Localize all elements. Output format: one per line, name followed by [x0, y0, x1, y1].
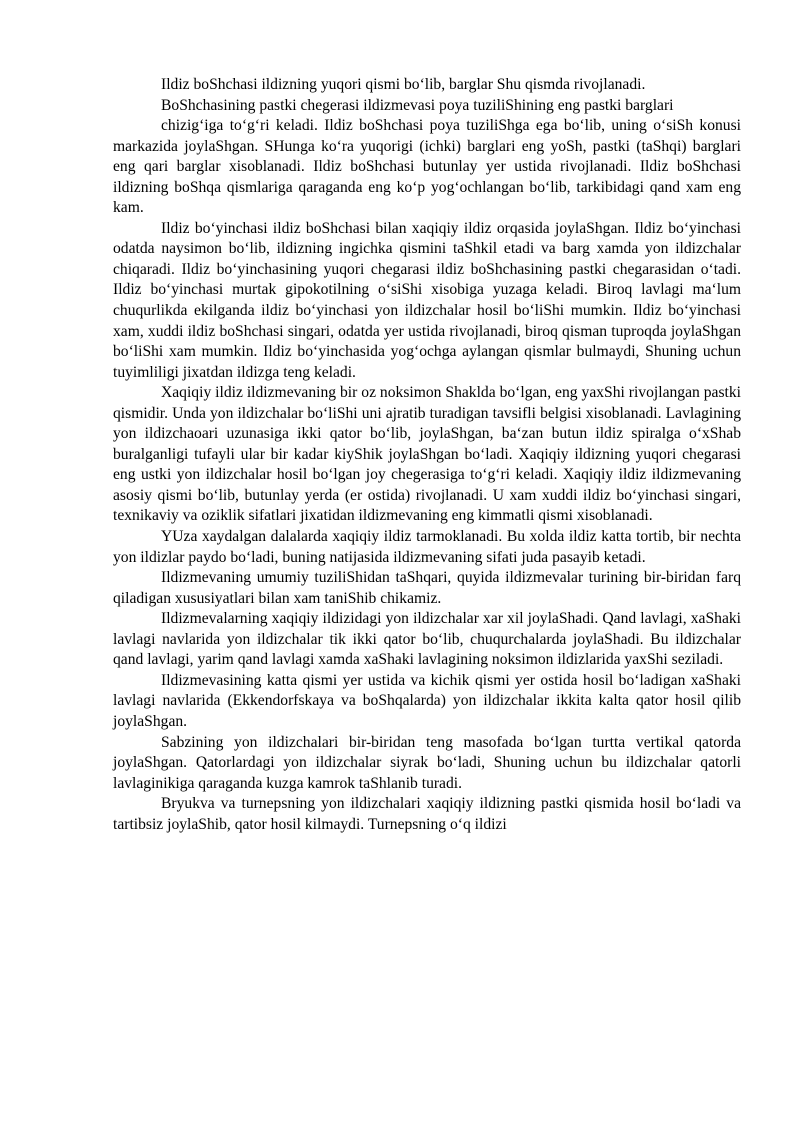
paragraph-9: Ildizmevasining katta qismi yer ustida va kichik qismi yer ostida hosil bo‘ladigan xaShaki lavlagi navlarida (Ekkendorfskaya va boShqalarda) yon ildizchalar ikkita kalta qator hosil qilib joylaShgan. — [113, 671, 741, 730]
paragraph-3: chizig‘iga to‘g‘ri keladi. Ildiz boShchasi poya tuziliShga ega bo‘lib, uning o‘siSh konusi markazida joylaShgan. SHunga ko‘ra yuqorigi (ichki) barglari eng yoSh, pastki (taShqi) barglari eng qari barglar xisoblanadi. Ildiz boShchasi butunlay yer ustida rivojlanadi. Ildiz boShchasi ildizning boShqa qismlariga qaraganda eng ko‘p yog‘ochlangan bo‘lib, tarkibidagi qand xam eng kam. — [113, 117, 741, 217]
paragraph-8: Ildizmevalarning xaqiqiy ildizidagi yon ildizchalar xar xil joylaShadi. Qand lavlagi, xaShaki lavlagi navlarida yon ildizchalar tik ikki qator bo‘lib, chuqurchalarda joylaShadi. Bu ildizchalar qand lavlagi, yarim qand lavlagi xamda xaShaki lavlagining noksimon ildizlarida yaxShi seziladi. — [113, 610, 741, 669]
paragraph-11: Bryukva va turnepsning yon ildizchalari xaqiqiy ildizning pastki qismida hosil bo‘ladi va tartibsiz joylaShib, qator hosil kilmaydi. Turnepsning o‘q ildizi — [113, 795, 741, 833]
paragraph-5: Xaqiqiy ildiz ildizmevaning bir oz noksimon Shaklda bo‘lgan, eng yaxShi rivojlangan pastki qismidir. Unda yon ildizchalar bo‘liShi uni ajratib turadigan tavsifli belgisi xisoblanadi. Lavlagining yon ildizchaoari uzunasiga ikki qator bo‘lib, joylaShgan, ba‘zan butun ildiz spiralga o‘xShab buralganligi tufayli ular bir kadar kiyShik joylaShgan bo‘ladi. Xaqiqiy ildizning yuqori chegarasi eng ustki yon ildizchalar hosil bo‘lgan joy chegerasiga to‘g‘ri keladi. Xaqiqiy ildiz ildizmevaning asosiy qismi bo‘lib, butunlay yerda (er ostida) rivojlanadi. U xam xuddi ildiz bo‘yinchasi singari, texnikaviy va oziklik sifatlari jixatidan ildizmevaning eng kimmatli qismi xisoblanadi. — [113, 384, 741, 525]
document-page — [113, 75, 741, 835]
paragraph-4: Ildiz bo‘yinchasi ildiz boShchasi bilan xaqiqiy ildiz orqasida joylaShgan. Ildiz bo‘yinchasi odatda naysimon bo‘lib, ildizning ingichka qismini taShkil etadi va barg xamda yon ildizchalar chiqaradi. Ildiz bo‘yinchasining yuqori chegarasi ildiz boShchasining pastki chegarasidan o‘tadi. Ildiz bo‘yinchasi murtak gipokotilning o‘siShi xisobiga yuzaga keladi. Biroq lavlagi ma‘lum chuqurlikda ekilganda ildiz bo‘yinchasi yon ildizchalar hosil bo‘liShi mumkin. Ildiz bo‘yinchasi xam, xuddi ildiz boShchasi singari, odatda yer ustida rivojlanadi, biroq qisman tuproqda joylaShgan bo‘liShi xam mumkin. Ildiz bo‘yinchasida yog‘ochga aylangan qismlar bulmaydi, Shuning uchun tuyimliligi jixatdan ildizga teng keladi. — [113, 219, 741, 381]
paragraph-2: BoShchasining pastki chegerasi ildizmevasi poya tuziliShining eng pastki barglari — [161, 96, 674, 114]
paragraph-10: Sabzining yon ildizchalari bir-biridan teng masofada bo‘lgan turtta vertikal qatorda joylaShgan. Qatorlardagi yon ildizchalar siyrak bo‘ladi, Shuning uchun bu ildizchalar qatorli lavlaginikiga qaraganda kuzga kamrok taShlanib turadi. — [113, 733, 741, 792]
paragraph-7: Ildizmevaning umumiy tuziliShidan taShqari, quyida ildizmevalar turining bir-biridan farq qiladigan xususiyatlari bilan xam taniShib chikamiz. — [113, 569, 741, 607]
paragraph-1: Ildiz boShchasi ildizning yuqori qismi bo‘lib, barglar Shu qismda rivojlanadi. — [161, 76, 646, 93]
paragraph-6: YUza xaydalgan dalalarda xaqiqiy ildiz tarmoklanadi. Bu xolda ildiz katta tortib, bir nechta yon ildizlar paydo bo‘ladi, buning natijasida ildizmevaning sifati juda pasayib ketadi. — [113, 528, 741, 566]
